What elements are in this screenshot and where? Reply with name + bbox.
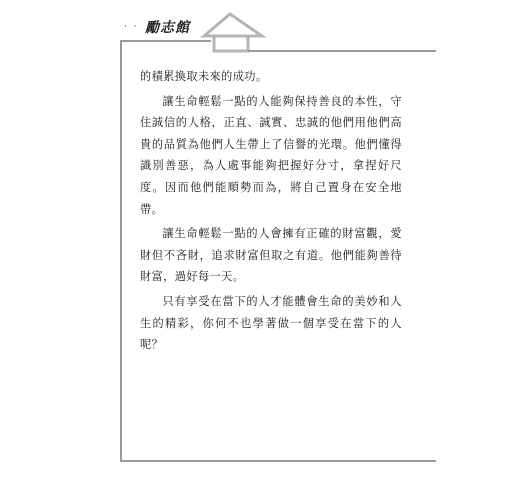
header-title: 勵志館 xyxy=(145,20,190,36)
body-text xyxy=(140,66,402,359)
header-dots: · · xyxy=(124,22,139,32)
paragraph-4: 只有享受在當下的人才能體會生命的美妙和人生的精彩，你何不也學著做一個享受在當下的人呢？ xyxy=(140,294,402,352)
paragraph-1: 的積累換取未來的成功。 xyxy=(140,70,268,83)
paragraph-3: 讓生命輕鬆一點的人會擁有正確的財富觀，愛財但不吝財，追求財富但取之有道。他們能夠善待財富，過好每一天。 xyxy=(140,227,402,284)
paragraph-2: 讓生命輕鬆一點的人能夠保持善良的本性，守住誠信的人格，正直、誠實、忠誠的他們用他們高貴的品質為他們人生帶上了信譽的光環。他們懂得識別善惡，為人處事能夠把握好分寸，拿捏好尺度。因而他們能順勢而為，將自己置身在安全地帶。 xyxy=(140,94,402,216)
house-icon xyxy=(198,14,268,51)
